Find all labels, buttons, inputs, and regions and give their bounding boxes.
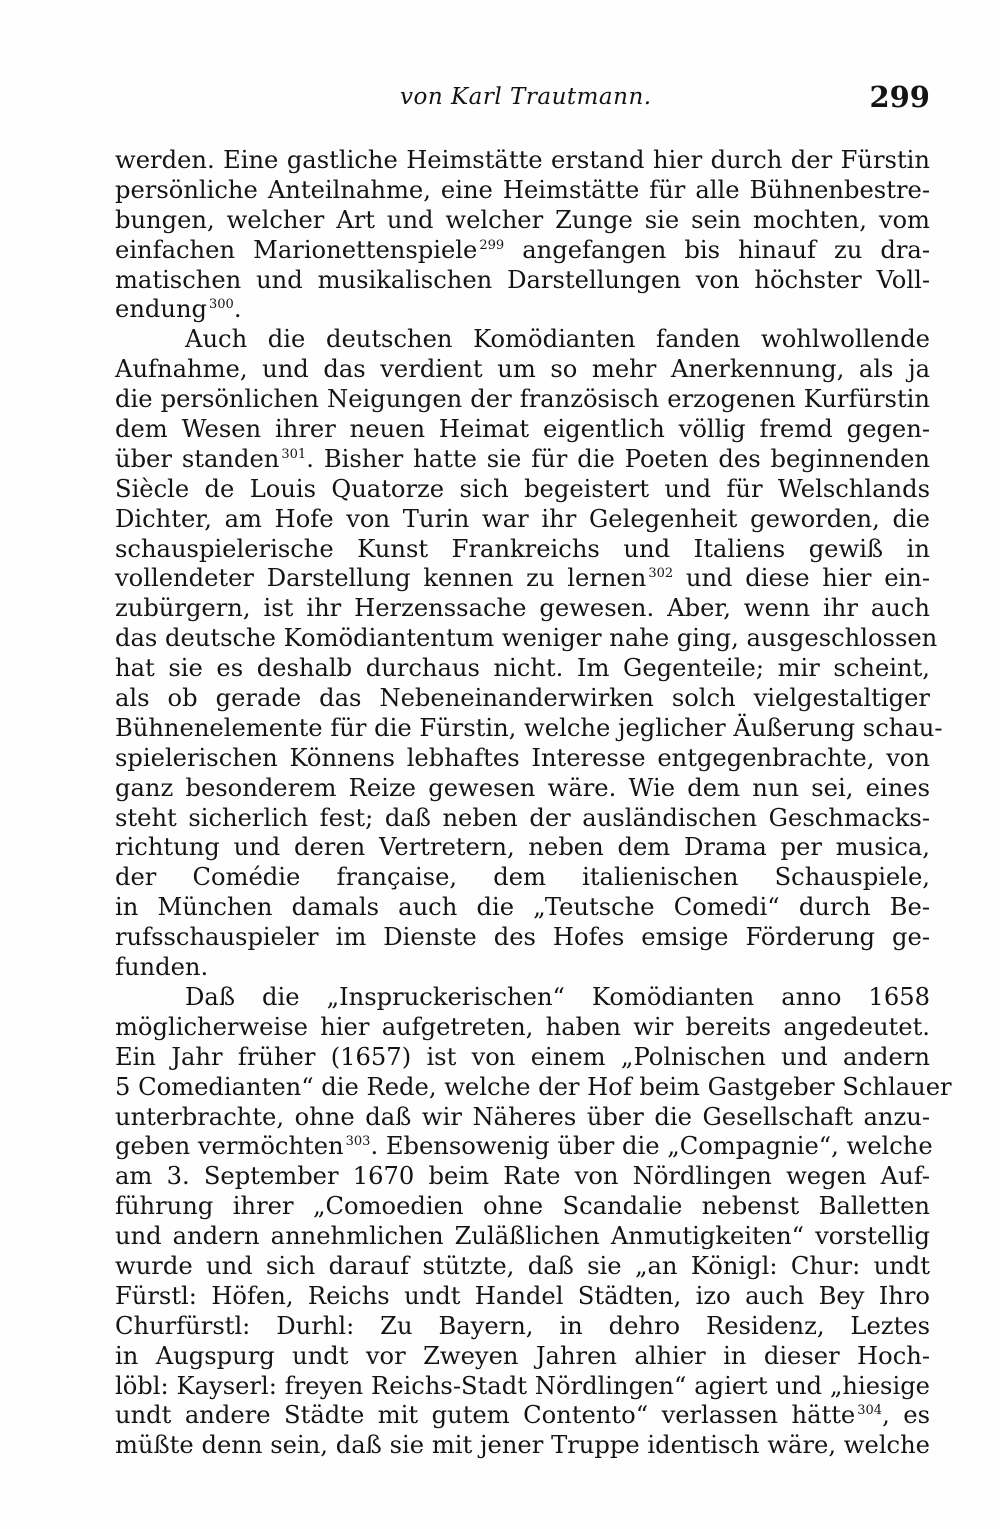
text-line: richtung und deren Vertretern, neben dem Drama per musica, — [115, 833, 930, 862]
text-line: am 3. September 1670 beim Rate von Nördlingen wegen Auf- — [115, 1162, 930, 1191]
footnote-marker: 304 — [857, 1403, 883, 1419]
text-segment: angefangen bis hinauf zu dra- — [504, 235, 930, 264]
text-line: löbl: Kayserl: freyen Reichs-Stadt Nördlingen“ agiert und „hiesige — [115, 1371, 930, 1400]
text-line: Fürstl: Höfen, Reichs undt Handel Städten, izo auch Bey Ihro — [115, 1281, 930, 1310]
text-segment: und diese hier ein- — [673, 564, 930, 593]
footnote-marker: 301 — [281, 446, 307, 462]
text-line — [115, 564, 930, 594]
text-line: in Augspurg undt vor Zweyen Jahren alhier in dieser Hoch- — [115, 1341, 930, 1370]
text-segment: . Bisher hatte sie für die Poeten des beginnenden — [306, 444, 930, 473]
page-number: 299 — [869, 80, 930, 114]
text-line: Siècle de Louis Quatorze sich begeistert und für Welschlands — [115, 474, 930, 503]
text-line: bungen, welcher Art und welcher Zunge sie sein mochten, vom — [115, 205, 930, 234]
text-line: schauspielerische Kunst Frankreichs und Italiens gewiß in — [115, 534, 930, 563]
text-line — [115, 1132, 933, 1162]
text-line: rufsschauspieler im Dienste des Hofes emsige Förderung ge- — [115, 923, 930, 952]
text-segment: . — [233, 295, 242, 324]
text-line: Bühnenelemente für die Fürstin, welche jeglicher Äußerung schau- — [115, 713, 943, 742]
text-line: wurde und sich darauf stützte, daß sie „an Königl: Chur: undt — [115, 1251, 930, 1280]
text-line — [115, 295, 930, 325]
text-line: möglicherweise hier aufgetreten, haben wir bereits angedeutet. — [115, 1012, 930, 1041]
footnote-marker: 300 — [209, 297, 234, 313]
text-line: hat sie es deshalb durchaus nicht. Im Gegenteile; mir scheint, — [115, 654, 930, 683]
text-segment: einfachen Marionettenspiele — [115, 235, 478, 264]
text-segment: undt andere Städte mit gutem Contento“ verlassen hätte — [115, 1401, 856, 1430]
paragraph-start-line: Daß die „Inspruckerischen“ Komödianten anno 1658 — [185, 982, 930, 1011]
text-segment: , es — [882, 1401, 930, 1430]
text-line: das deutsche Komödiantentum weniger nahe ging, ausgeschlossen — [115, 624, 938, 653]
text-line: als ob gerade das Nebeneinanderwirken solch vielgestaltiger — [115, 684, 930, 713]
text-segment: über standen — [115, 444, 280, 473]
text-line: und andern annehmlichen Zuläßlichen Anmutigkeiten“ vorstellig — [115, 1222, 930, 1251]
text-segment: . Ebensowenig über die „Compagnie“, welche — [370, 1132, 933, 1161]
text-line — [115, 1401, 930, 1431]
text-line: Aufnahme, und das verdient um so mehr Anerkennung, als ja — [115, 355, 930, 384]
body-text — [115, 146, 952, 1461]
paragraph-start-line: Auch die deutschen Komödianten fanden wohlwollende — [185, 325, 930, 354]
text-line: matischen und musikalischen Darstellungen von höchster Voll- — [115, 265, 930, 294]
running-head: von Karl Trautmann. — [400, 84, 652, 110]
text-line: Churfürstl: Durhl: Zu Bayern, in dehro Residenz, Leztes — [115, 1311, 930, 1340]
text-line: Dichter, am Hofe von Turin war ihr Gelegenheit geworden, die — [115, 504, 930, 533]
footnote-marker: 299 — [479, 237, 505, 253]
text-segment: geben vermöchten — [115, 1132, 344, 1161]
text-line: spielerischen Könnens lebhaftes Interesse entgegenbrachte, von — [115, 743, 930, 772]
text-line: unterbrachte, ohne daß wir Näheres über die Gesellschaft anzu- — [115, 1102, 930, 1131]
text-line — [115, 445, 930, 475]
text-line: dem Wesen ihrer neuen Heimat eigentlich völlig fremd gegen- — [115, 415, 930, 444]
text-line: zubürgern, ist ihr Herzenssache gewesen. Aber, wenn ihr auch — [115, 594, 930, 623]
text-line: persönliche Anteilnahme, eine Heimstätte für alle Bühnenbestre- — [115, 175, 930, 204]
footnote-marker: 302 — [648, 566, 674, 582]
page-header — [115, 80, 930, 124]
text-line: in München damals auch die „Teutsche Comedi“ durch Be- — [115, 893, 930, 922]
text-line: 5 Comedianten“ die Rede, welche der Hof beim Gastgeber Schlauer — [115, 1072, 952, 1101]
text-line: steht sicherlich fest; daß neben der ausländischen Geschmacks- — [115, 803, 930, 832]
footnote-marker: 303 — [345, 1134, 371, 1150]
text-line: werden. Eine gastliche Heimstätte erstand hier durch der Fürstin — [115, 146, 930, 174]
text-line: die persönlichen Neigungen der französisch erzogenen Kurfürstin — [115, 385, 930, 414]
text-line — [115, 236, 930, 266]
text-segment: endung — [115, 295, 208, 324]
text-line: müßte denn sein, daß sie mit jener Truppe identisch wäre, welche — [115, 1431, 930, 1460]
text-line: funden. — [115, 953, 209, 982]
text-line: ganz besonderem Reize gewesen wäre. Wie dem nun sei, eines — [115, 773, 930, 802]
text-line: der Comédie française, dem italienischen Schauspiele, — [115, 863, 930, 892]
text-segment: vollendeter Darstellung kennen zu lernen — [115, 564, 647, 593]
text-line: Ein Jahr früher (1657) ist von einem „Polnischen und andern — [115, 1042, 930, 1071]
text-line: führung ihrer „Comoedien ohne Scandalie nebenst Balletten — [115, 1192, 930, 1221]
